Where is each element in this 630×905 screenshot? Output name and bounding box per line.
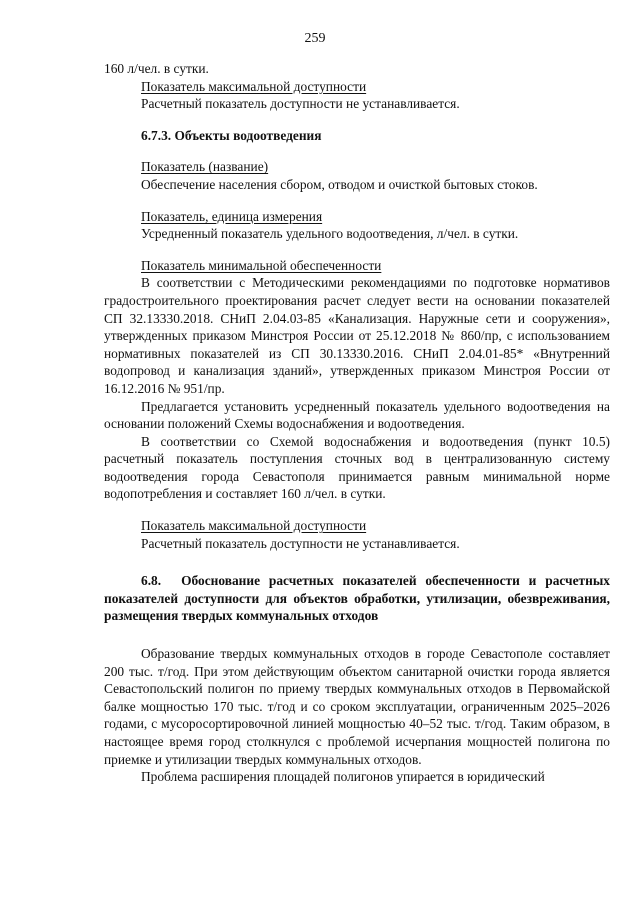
paragraph: Образование твердых коммунальных отходов в городе Севастополе составляет 200 тыс. т/год. При этом действующим объектом санитарной очистки города является Севастопольский полигон по приему твердых коммунальных отходов в Первомайской балке мощностью 170 тыс. т/год и со сроком эксплуатации, ограниченным 2025–2026 годами, с мусоросортировочной линией мощностью 40–52 тыс. т/год. Таким образом, в настоящее время город столкнулся с проблемой исчерпания мощностей полигона по приемке и утилизации твердых коммунальных отходов. [104, 646, 610, 767]
min-provision-label: Показатель минимальной обеспеченности [141, 257, 382, 273]
max-access-label: Показатель максимальной доступности [141, 78, 367, 94]
max-access-text: Расчетный показатель доступности не устанавливается. [141, 96, 460, 112]
indicator-name-label: Показатель (название) [141, 159, 269, 175]
indicator-unit-label: Показатель, единица измерения [141, 208, 323, 224]
section-title: Обоснование расчетных показателей обеспеченности и расчетных показателей доступности для объектов обработки, утилизации, обезвреживания, размещения твердых коммунальных отходов [104, 573, 610, 624]
paragraph: Предлагается установить усредненный показатель удельного водоотведения на основании положений Схемы водоснабжения и водоотведения. [104, 398, 610, 432]
max-access-text: Расчетный показатель доступности не устанавливается. [141, 535, 460, 551]
section-heading-6-8 [104, 572, 610, 625]
section-heading-6-7-3: 6.7.3. Объекты водоотведения [141, 127, 322, 143]
paragraph: В соответствии со Схемой водоснабжения и водоотведения (пункт 10.5) расчетный показатель поступления сточных вод в централизованную систему водоотведения города Севастополя принимается равным минимальной норме водопотребления и составляет 160 л/чел. в сутки. [104, 433, 610, 502]
page-number: 259 [304, 31, 326, 46]
paragraph: Проблема расширения площадей полигонов упирается в юридический [141, 769, 545, 785]
indicator-unit-text: Усредненный показатель удельного водоотведения, л/чел. в сутки. [141, 226, 519, 242]
indicator-name-text: Обеспечение населения сбором, отводом и очисткой бытовых стоков. [141, 176, 538, 192]
page-content [104, 60, 610, 786]
max-access-label: Показатель максимальной доступности [141, 518, 367, 534]
text-line: 160 л/чел. в сутки. [104, 61, 209, 76]
paragraph: В соответствии с Методическими рекомендациями по подготовке нормативов градостроительного проектирования расчет следует вести на основании показателей СП 32.13330.2018. СНиП 2.04.03-85 «Канализация. Наружные сети и сооружения», утвержденных приказом Минстроя России от 25.12.2018 № 860/пр, с использованием нормативных показателей из СП 30.13330.2016. СНиП 2.04.01-85* «Внутренний водопровод и канализация зданий», утвержденных приказом Минстроя России от 16.12.2016 № 951/пр. [104, 275, 610, 396]
section-number: 6.8. [141, 573, 162, 589]
